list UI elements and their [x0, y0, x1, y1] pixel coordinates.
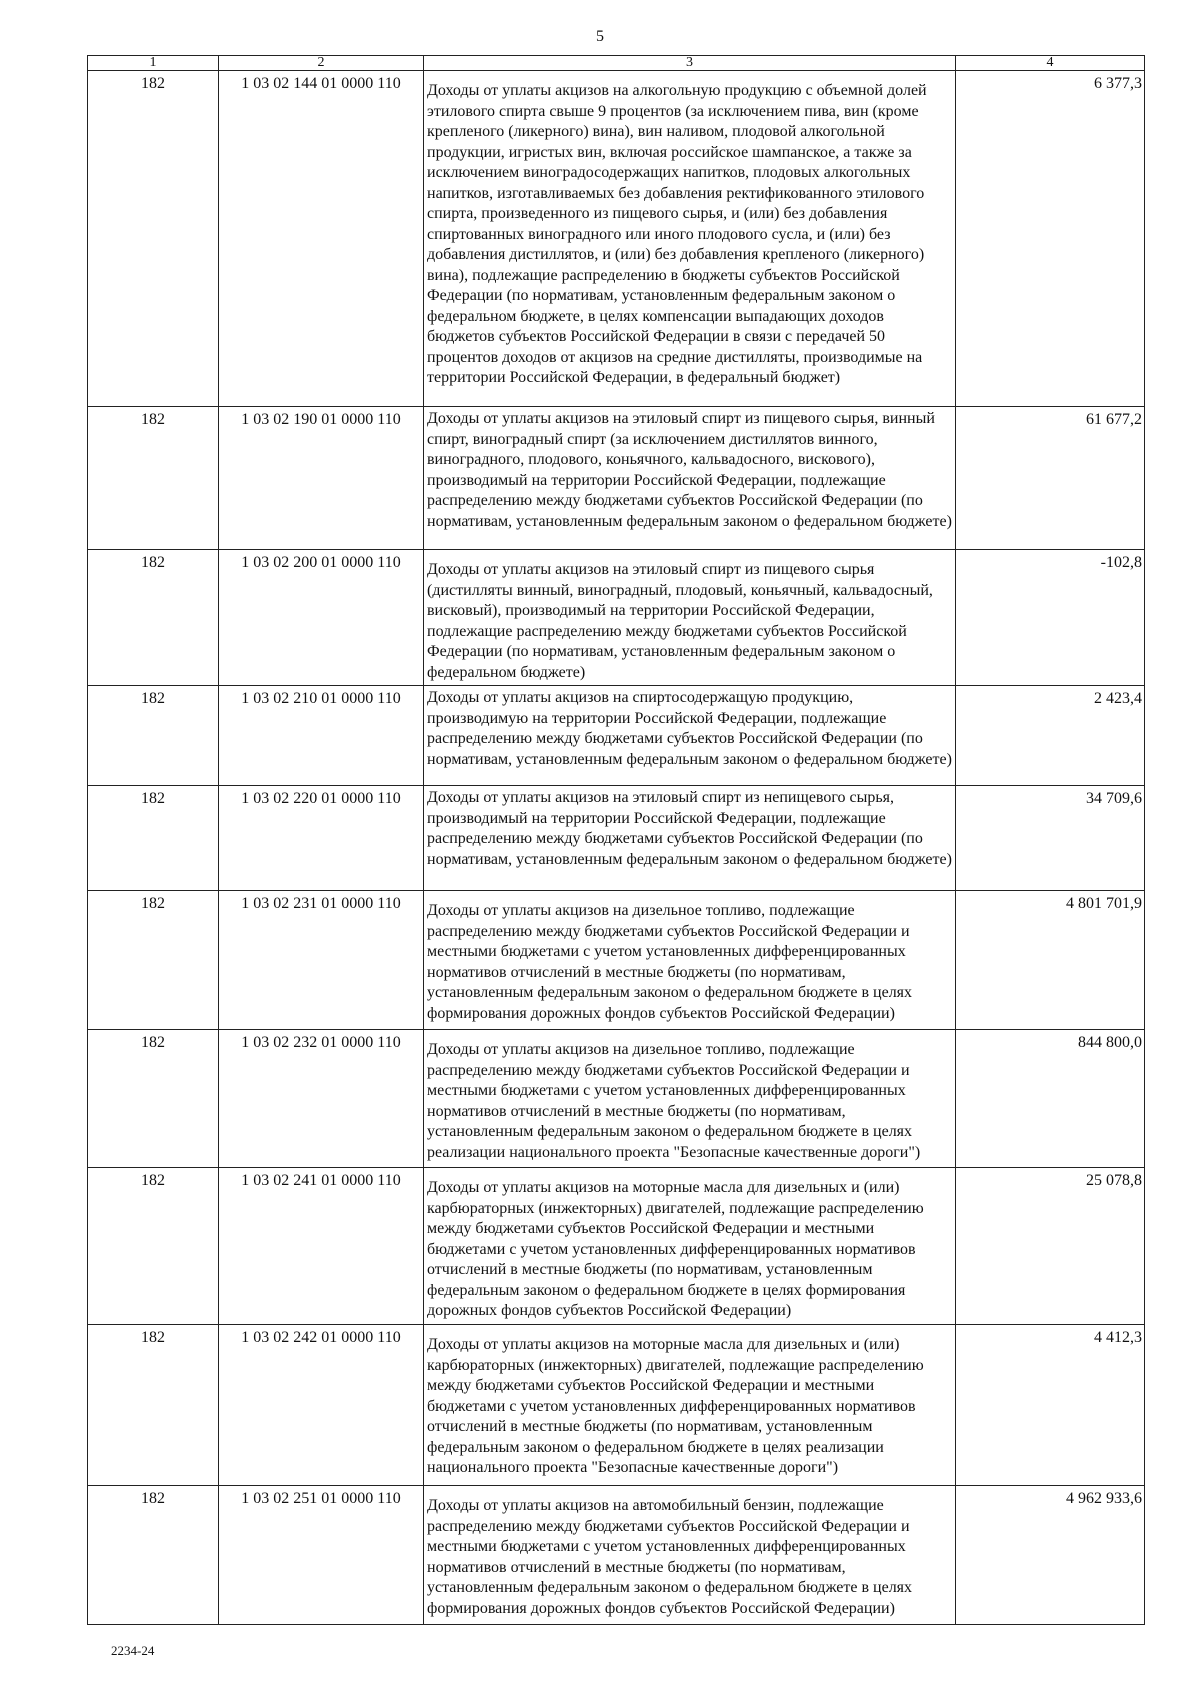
revenue-table	[87, 55, 1145, 1625]
admin-code-cell: 182	[88, 891, 219, 1030]
description-cell: Доходы от уплаты акцизов на дизельное топливо, подлежащие распределению между бюджетами субъектов Российской Федерации и местными бюджетами с учетом установленных дифференцированных нормативов отчислений в местные бюджеты (по нормативам, установленным федеральным законом о федеральном бюджете в целях формирования дорожных фондов субъектов Российской Федерации)	[424, 891, 956, 1030]
amount-cell: -102,8	[956, 550, 1145, 686]
amount-cell: 844 800,0	[956, 1030, 1145, 1168]
table-row	[88, 71, 1145, 407]
amount-cell: 4 412,3	[956, 1325, 1145, 1486]
admin-code-cell: 182	[88, 786, 219, 891]
description-cell: Доходы от уплаты акцизов на этиловый спирт из пищевого сырья, винный спирт, виноградный спирт (за исключением дистиллятов винного, виноградного, плодового, коньячного, кальвадосного, вискового), производимый на территории Российской Федерации, подлежащие распределению между бюджетами субъектов Российской Федерации (по нормативам, установленным федеральным законом о федеральном бюджете)	[424, 407, 956, 550]
budget-code-cell: 1 03 02 200 01 0000 110	[219, 550, 424, 686]
admin-code-cell: 182	[88, 71, 219, 407]
budget-code-cell: 1 03 02 242 01 0000 110	[219, 1325, 424, 1486]
budget-code-cell: 1 03 02 190 01 0000 110	[219, 407, 424, 550]
table-row	[88, 550, 1145, 686]
description-cell: Доходы от уплаты акцизов на алкогольную продукцию с объемной долей этилового спирта свыше 9 процентов (за исключением пива, вин (кроме крепленого (ликерного) вина), вин наливом, плодовой алкогольной продукции, игристых вин, включая российское шампанское, а также за исключением виноградосодержащих напитков, плодовых алкогольных напитков, изготавливаемых без добавления ректификованного этилового спирта, произведенного из пищевого сырья, и (или) без добавления спиртованных виноградного или иного плодового сусла, и (или) без добавления дистиллятов, и (или) без добавления крепленого (ликерного) вина), подлежащие распределению в бюджеты субъектов Российской Федерации (по нормативам, установленным федеральным законом о федеральном бюджете, в целях компенсации выпадающих доходов бюджетов субъектов Российской Федерации в связи с передачей 50 процентов доходов от акцизов на средние дистилляты, производимые на территории Российской Федерации, в федеральный бюджет)	[424, 71, 956, 407]
table-row	[88, 407, 1145, 550]
description-cell: Доходы от уплаты акцизов на спиртосодержащую продукцию, производимую на территории Российской Федерации, подлежащие распределению между бюджетами субъектов Российской Федерации (по нормативам, установленным федеральным законом о федеральном бюджете)	[424, 686, 956, 786]
admin-code-cell: 182	[88, 1168, 219, 1325]
budget-code-cell: 1 03 02 144 01 0000 110	[219, 71, 424, 407]
budget-code-cell: 1 03 02 231 01 0000 110	[219, 891, 424, 1030]
document-code: 2234-24	[111, 1643, 155, 1658]
admin-code-cell: 182	[88, 1325, 219, 1486]
budget-code-cell: 1 03 02 220 01 0000 110	[219, 786, 424, 891]
description-cell: Доходы от уплаты акцизов на моторные масла для дизельных и (или) карбюраторных (инжекторных) двигателей, подлежащие распределению между бюджетами субъектов Российской Федерации и местными бюджетами с учетом установленных дифференцированных нормативов отчислений в местные бюджеты (по нормативам, установленным федеральным законом о федеральном бюджете в целях реализации национального проекта "Безопасные качественные дороги")	[424, 1325, 956, 1486]
budget-code-cell: 1 03 02 232 01 0000 110	[219, 1030, 424, 1168]
page-number: 5	[596, 28, 604, 45]
description-cell: Доходы от уплаты акцизов на этиловый спирт из пищевого сырья (дистилляты винный, виноградный, плодовый, коньячный, кальвадосный, висковый), производимый на территории Российской Федерации, подлежащие распределению между бюджетами субъектов Российской Федерации (по нормативам, установленным федеральным законом о федеральном бюджете)	[424, 550, 956, 686]
amount-cell: 2 423,4	[956, 686, 1145, 786]
table-header-row	[88, 56, 1145, 71]
amount-cell: 6 377,3	[956, 71, 1145, 407]
table-row	[88, 686, 1145, 786]
admin-code-cell: 182	[88, 1486, 219, 1625]
header-col-1: 1	[88, 56, 219, 71]
admin-code-cell: 182	[88, 686, 219, 786]
header-col-3: 3	[424, 56, 956, 71]
budget-code-cell: 1 03 02 210 01 0000 110	[219, 686, 424, 786]
amount-cell: 34 709,6	[956, 786, 1145, 891]
header-col-2: 2	[219, 56, 424, 71]
admin-code-cell: 182	[88, 407, 219, 550]
description-cell: Доходы от уплаты акцизов на дизельное топливо, подлежащие распределению между бюджетами субъектов Российской Федерации и местными бюджетами с учетом установленных дифференцированных нормативов отчислений в местные бюджеты (по нормативам, установленным федеральным законом о федеральном бюджете в целях реализации национального проекта "Безопасные качественные дороги")	[424, 1030, 956, 1168]
budget-code-cell: 1 03 02 251 01 0000 110	[219, 1486, 424, 1625]
admin-code-cell: 182	[88, 550, 219, 686]
table-row	[88, 786, 1145, 891]
table-row	[88, 1486, 1145, 1625]
header-col-4: 4	[956, 56, 1145, 71]
description-cell: Доходы от уплаты акцизов на моторные масла для дизельных и (или) карбюраторных (инжекторных) двигателей, подлежащие распределению между бюджетами субъектов Российской Федерации и местными бюджетами с учетом установленных дифференцированных нормативов отчислений в местные бюджеты (по нормативам, установленным федеральным законом о федеральном бюджете в целях формирования дорожных фондов субъектов Российской Федерации)	[424, 1168, 956, 1325]
table-row	[88, 891, 1145, 1030]
budget-code-cell: 1 03 02 241 01 0000 110	[219, 1168, 424, 1325]
amount-cell: 61 677,2	[956, 407, 1145, 550]
amount-cell: 4 962 933,6	[956, 1486, 1145, 1625]
admin-code-cell: 182	[88, 1030, 219, 1168]
amount-cell: 4 801 701,9	[956, 891, 1145, 1030]
table-row	[88, 1030, 1145, 1168]
description-cell: Доходы от уплаты акцизов на автомобильный бензин, подлежащие распределению между бюджетами субъектов Российской Федерации и местными бюджетами с учетом установленных дифференцированных нормативов отчислений в местные бюджеты (по нормативам, установленным федеральным законом о федеральном бюджете в целях формирования дорожных фондов субъектов Российской Федерации)	[424, 1486, 956, 1625]
table-row	[88, 1325, 1145, 1486]
table-row	[88, 1168, 1145, 1325]
description-cell: Доходы от уплаты акцизов на этиловый спирт из непищевого сырья, производимый на территории Российской Федерации, подлежащие распределению между бюджетами субъектов Российской Федерации (по нормативам, установленным федеральным законом о федеральном бюджете)	[424, 786, 956, 891]
amount-cell: 25 078,8	[956, 1168, 1145, 1325]
